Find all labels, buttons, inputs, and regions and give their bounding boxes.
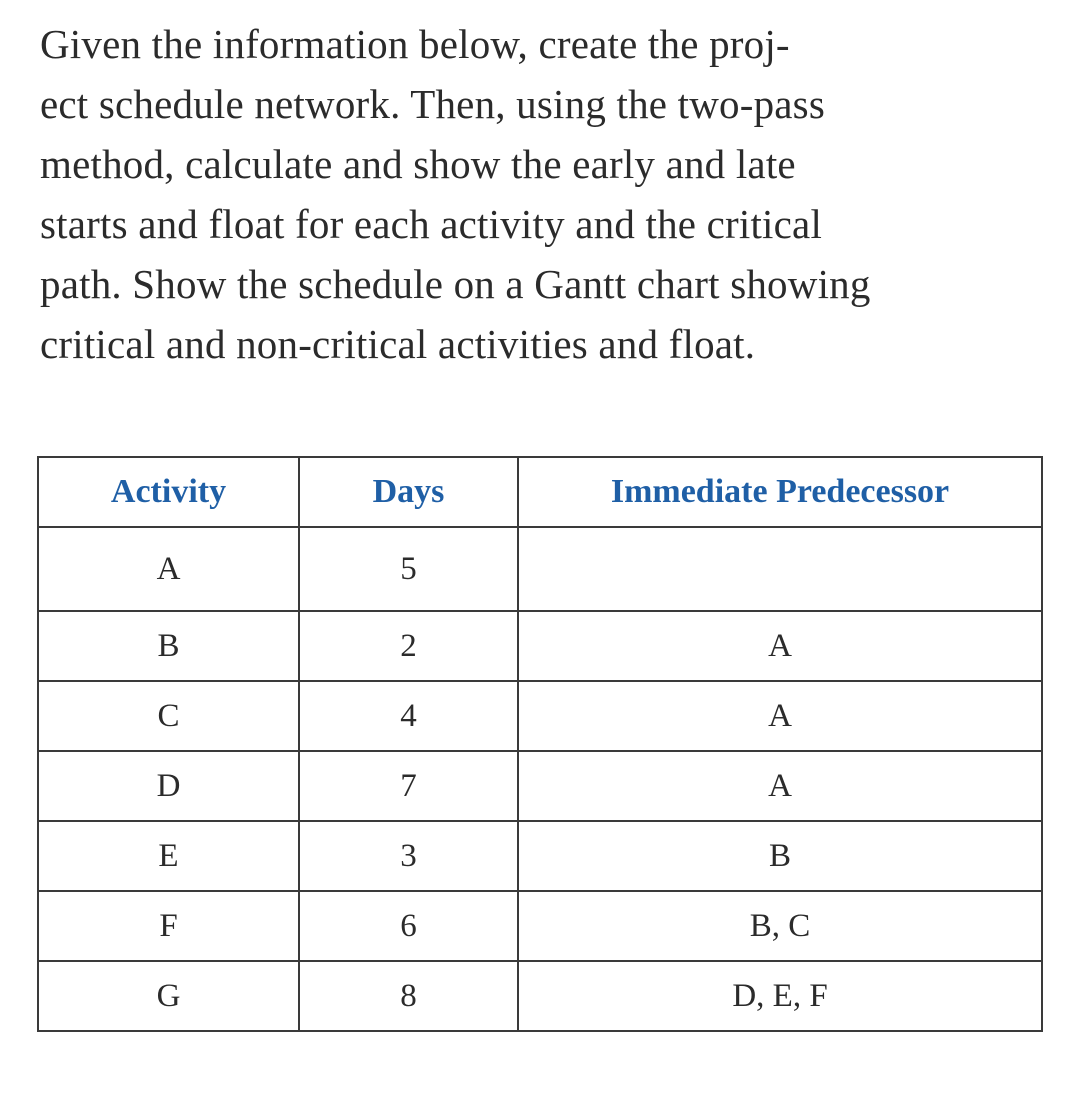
cell-predecessor: B (518, 821, 1042, 891)
cell-predecessor (518, 527, 1042, 611)
cell-days: 5 (299, 527, 518, 611)
problem-statement-line: Given the information below, create the proj- (40, 21, 790, 67)
table-row (38, 527, 1042, 611)
table-row (38, 751, 1042, 821)
cell-activity: A (38, 527, 299, 611)
cell-predecessor: A (518, 681, 1042, 751)
cell-predecessor: D, E, F (518, 961, 1042, 1031)
problem-statement-line: method, calculate and show the early and late (40, 141, 796, 187)
cell-days: 8 (299, 961, 518, 1031)
column-header-days: Days (299, 457, 518, 527)
cell-activity: C (38, 681, 299, 751)
table-row (38, 821, 1042, 891)
table-row (38, 961, 1042, 1031)
column-header-predecessor: Immediate Predecessor (518, 457, 1042, 527)
table-row (38, 611, 1042, 681)
cell-activity: B (38, 611, 299, 681)
problem-statement-line: critical and non-critical activities and float. (40, 321, 756, 367)
activity-table (37, 456, 1043, 1032)
cell-days: 7 (299, 751, 518, 821)
table-row (38, 891, 1042, 961)
problem-statement-line: starts and float for each activity and the critical (40, 201, 823, 247)
cell-days: 3 (299, 821, 518, 891)
table-row (38, 681, 1042, 751)
cell-activity: G (38, 961, 299, 1031)
cell-predecessor: B, C (518, 891, 1042, 961)
problem-statement-line: ect schedule network. Then, using the two-pass (40, 81, 825, 127)
cell-activity: E (38, 821, 299, 891)
cell-activity: F (38, 891, 299, 961)
cell-days: 4 (299, 681, 518, 751)
cell-predecessor: A (518, 611, 1042, 681)
cell-activity: D (38, 751, 299, 821)
problem-statement-line: path. Show the schedule on a Gantt chart showing (40, 261, 871, 307)
cell-predecessor: A (518, 751, 1042, 821)
column-header-activity: Activity (38, 457, 299, 527)
table-header-row (38, 457, 1042, 527)
problem-statement (40, 14, 1060, 374)
cell-days: 6 (299, 891, 518, 961)
cell-days: 2 (299, 611, 518, 681)
